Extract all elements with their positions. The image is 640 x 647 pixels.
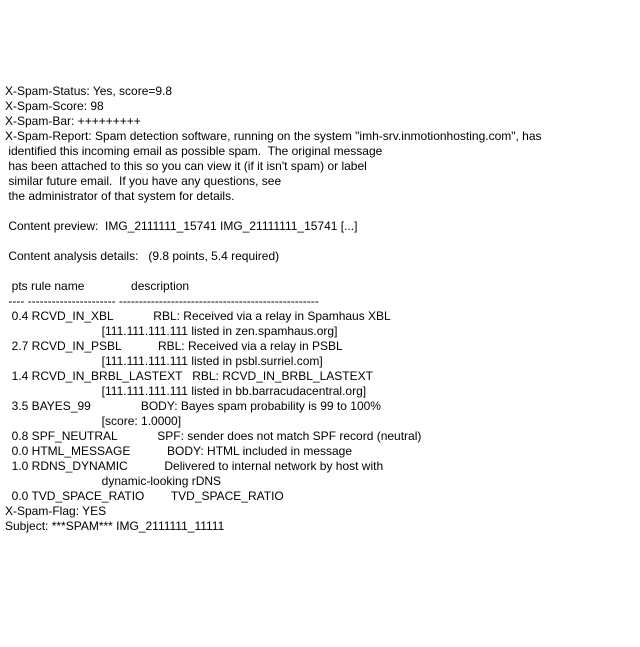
report-text-line: has been attached to this so you can view it (if it isn't spam) or label xyxy=(5,159,367,173)
rule-row: 1.0 RDNS_DYNAMIC Delivered to internal network by host with xyxy=(5,459,384,473)
header-spam-bar: X-Spam-Bar: +++++++++ xyxy=(5,114,141,128)
rule-row-continuation: dynamic-looking rDNS xyxy=(5,474,222,488)
rule-row: 0.8 SPF_NEUTRAL SPF: sender does not match SPF record (neutral) xyxy=(5,429,422,443)
header-spam-report: X-Spam-Report: Spam detection software, running on the system "imh-srv.inmotionhosting.com", has xyxy=(5,129,542,143)
rule-row: 1.4 RCVD_IN_BRBL_LASTEXT RBL: RCVD_IN_BRBL_LASTEXT xyxy=(5,369,373,383)
report-text-line: similar future email. If you have any questions, see xyxy=(5,174,282,188)
blank-line xyxy=(5,234,635,249)
rule-row: 0.0 TVD_SPACE_RATIO TVD_SPACE_RATIO xyxy=(5,489,284,503)
report-text-line: the administrator of that system for details. xyxy=(5,189,235,203)
rule-row-continuation: [111.111.111.111 listed in psbl.surriel.com] xyxy=(5,354,323,368)
rule-row: 2.7 RCVD_IN_PSBL RBL: Received via a relay in PSBL xyxy=(5,339,343,353)
blank-line xyxy=(5,264,635,279)
report-text-line: identified this incoming email as possible spam. The original message xyxy=(5,144,383,158)
rule-row-continuation: [111.111.111.111 listed in bb.barracudacentral.org] xyxy=(5,384,367,398)
spam-report-headers xyxy=(5,84,635,534)
rule-row-continuation: [111.111.111.111 listed in zen.spamhaus.org] xyxy=(5,324,338,338)
rule-row: 0.4 RCVD_IN_XBL RBL: Received via a relay in Spamhaus XBL xyxy=(5,309,391,323)
header-spam-score: X-Spam-Score: 98 xyxy=(5,99,104,113)
rules-table-divider: ---- ---------------------- -------------------------------------------------- xyxy=(5,294,319,308)
rule-row: 3.5 BAYES_99 BODY: Bayes spam probability is 99 to 100% xyxy=(5,399,381,413)
blank-line xyxy=(5,204,635,219)
content-analysis-details: Content analysis details: (9.8 points, 5.4 required) xyxy=(5,249,280,263)
rules-table-header: pts rule name description xyxy=(5,279,190,293)
header-subject: Subject: ***SPAM*** IMG_2111111_11111 xyxy=(5,519,225,533)
rule-row: 0.0 HTML_MESSAGE BODY: HTML included in message xyxy=(5,444,353,458)
rule-row-continuation: [score: 1.0000] xyxy=(5,414,182,428)
content-preview: Content preview: IMG_2111111_15741 IMG_21111111_15741 [...] xyxy=(5,219,358,233)
header-spam-status: X-Spam-Status: Yes, score=9.8 xyxy=(5,84,173,98)
header-spam-flag: X-Spam-Flag: YES xyxy=(5,504,107,518)
